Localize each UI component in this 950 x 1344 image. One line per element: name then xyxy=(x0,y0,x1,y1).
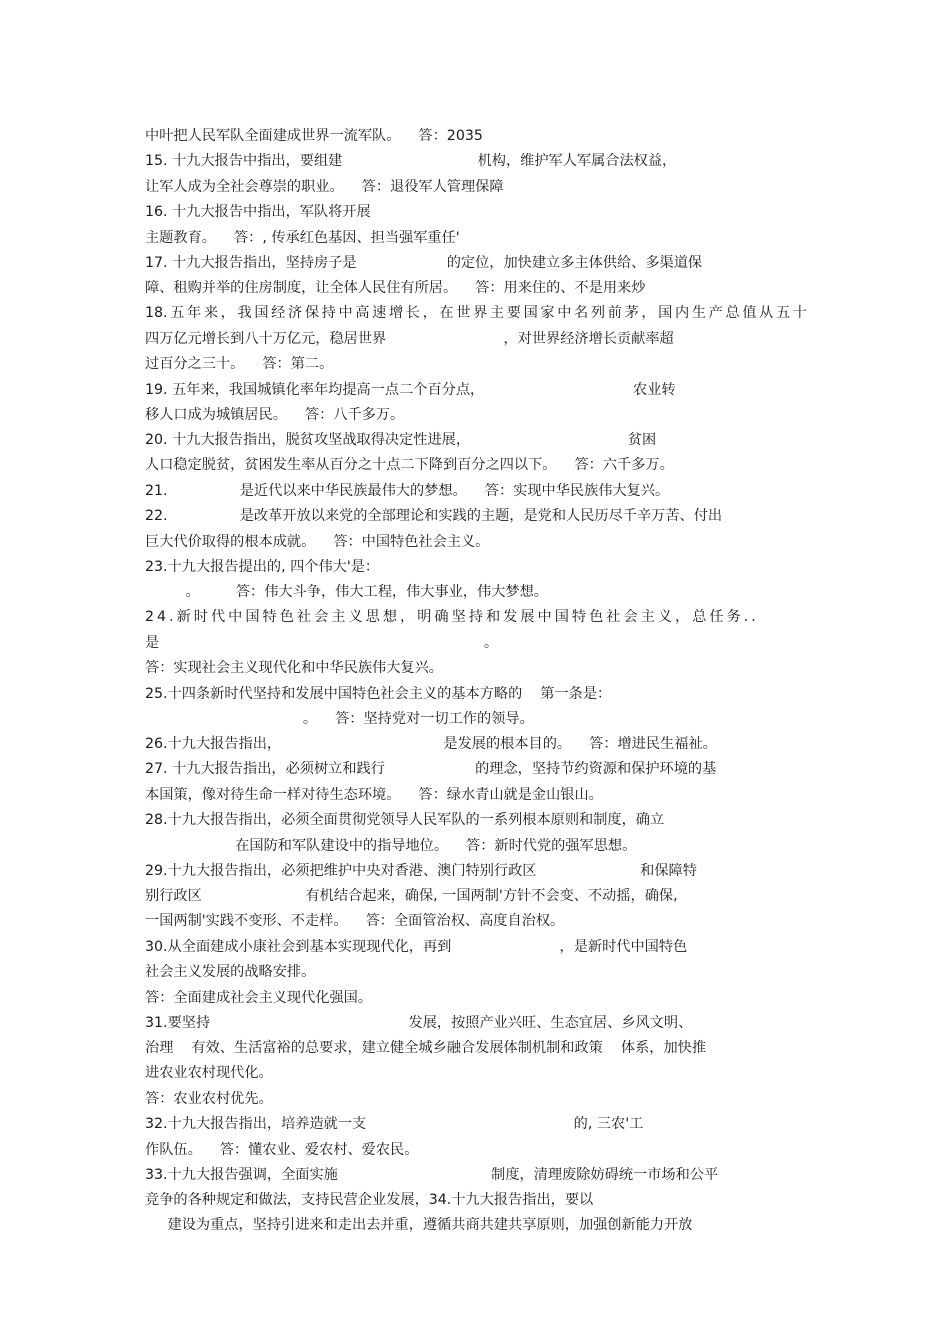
text-line: 33.十九大报告强调，全面实施 制度，清理废除妨碍统一市场和公平 xyxy=(145,1167,719,1183)
text-line: 15. 十九大报告中指出，要组建 机构，维护军人军属合法权益， xyxy=(145,153,677,169)
text-line: 中叶把人民军队全面建成世界一流军队。 答：2035 xyxy=(145,128,483,144)
text-line: 20. 十九大报告指出，脱贫攻坚战取得决定性进展， 贫困 xyxy=(145,432,657,448)
text-line: 28.十九大报告指出，必须全面贯彻党领导人民军队的一系列根本原则和制度，确立 xyxy=(145,812,665,828)
text-line: 26.十九大报告指出， 是发展的根本目的。 答：增进民生福祉。 xyxy=(145,736,717,752)
text-line: 进农业农村现代化。 xyxy=(145,1065,273,1081)
text-line: 32.十九大报告指出，培养造就一支 的, 三农'工 xyxy=(145,1116,644,1132)
text-line: 25.十四条新时代坚持和发展中国特色社会主义的基本方略的 第一条是： xyxy=(145,686,612,702)
text-line: 竞争的各种规定和做法，支持民营企业发展，34.十九大报告指出，要以 xyxy=(145,1192,594,1208)
text-line: 。 答：伟大斗争，伟大工程，伟大事业，伟大梦想。 xyxy=(145,584,548,600)
text-line: 22. 是改革开放以来党的全部理论和实践的主题，是党和人民历尽千辛万苦、付出 xyxy=(145,508,723,524)
text-line: 建设为重点，坚持引进来和走出去并重，遵循共商共建共享原则，加强创新能力开放 xyxy=(145,1217,693,1233)
text-line: 27. 十九大报告指出，必须树立和践行 的理念，坚持节约资源和保护环境的基 xyxy=(145,761,717,777)
text-line: 巨大代价取得的根本成就。 答：中国特色社会主义。 xyxy=(145,534,490,550)
text-line: 23.十九大报告提出的, 四个伟大'是： xyxy=(145,559,380,575)
text-line: 治理 有效、生活富裕的总要求，建立健全城乡融合发展体制机制和政策 体系，加快推 xyxy=(145,1040,707,1056)
text-line: 别行政区 有机结合起来，确保, 一国两制'方针不会变、不动摇，确保, xyxy=(145,888,678,904)
text-line: 是 。 xyxy=(145,635,499,651)
text-line: 在国防和军队建设中的指导地位。 答：新时代党的强军思想。 xyxy=(145,838,637,854)
text-line: 移人口成为城镇居民。 答：八千多万。 xyxy=(145,407,405,423)
text-line: 17. 十九大报告指出，坚持房子是 的定位，加快建立多主体供给、多渠道保 xyxy=(145,255,703,271)
text-line: 16. 十九大报告中指出，军队将开展 xyxy=(145,204,371,220)
text-line: 24.新时代中国特色社会主义思想，明确坚持和发展中国特色社会主义，总任务.. xyxy=(145,609,759,625)
text-line: 本国策，像对待生命一样对待生态环境。 答：绿水青山就是金山银山。 xyxy=(145,787,603,803)
text-line: 人口稳定脱贫，贫困发生率从百分之十点二下降到百分之四以下。 答：六千多万。 xyxy=(145,457,674,473)
text-line: 18.五年来，我国经济保持中高速增长，在世界主要国家中名列前茅，国内生产总值从五十 xyxy=(145,305,807,321)
text-line: 主题教育。 答：, 传承红色基因、担当强军重任' xyxy=(145,230,460,246)
text-line: 答：实现社会主义现代化和中华民族伟大复兴。 xyxy=(145,660,443,676)
text-line: 社会主义发展的战略安排。 xyxy=(145,964,316,980)
text-line: 障、租购并举的住房制度，让全体人民住有所居。 答：用来住的、不是用来炒 xyxy=(145,280,646,296)
text-line: 。 答：坚持党对一切工作的领导。 xyxy=(145,711,534,727)
text-line: 四万亿元增长到八十万亿元，稳居世界 ，对世界经济增长贡献率超 xyxy=(145,331,674,347)
text-line: 一国两制'实践不变形、不走样。 答：全面管治权、高度自治权。 xyxy=(145,913,565,929)
text-line: 过百分之三十。 答：第二。 xyxy=(145,356,334,372)
text-line: 29.十九大报告指出，必须把维护中央对香港、澳门特别行政区 和保障特 xyxy=(145,863,697,879)
text-line: 让军人成为全社会尊崇的职业。 答：退役军人管理保障 xyxy=(145,179,504,195)
text-line: 30.从全面建成小康社会到基本实现现代化，再到 ，是新时代中国特色 xyxy=(145,939,688,955)
text-line: 作队伍。 答：懂农业、爱农村、爱农民。 xyxy=(145,1142,419,1158)
text-line: 答：全面建成社会主义现代化强国。 xyxy=(145,990,373,1006)
text-line: 19. 五年来，我国城镇化率年均提高一点二个百分点， 农业转 xyxy=(145,382,676,398)
text-line: 答：农业农村优先。 xyxy=(145,1091,273,1107)
text-line: 21. 是近代以来中华民族最伟大的梦想。 答：实现中华民族伟大复兴。 xyxy=(145,483,670,499)
text-line: 31.要坚持 发展，按照产业兴旺、生态宜居、乡风文明、 xyxy=(145,1015,693,1031)
